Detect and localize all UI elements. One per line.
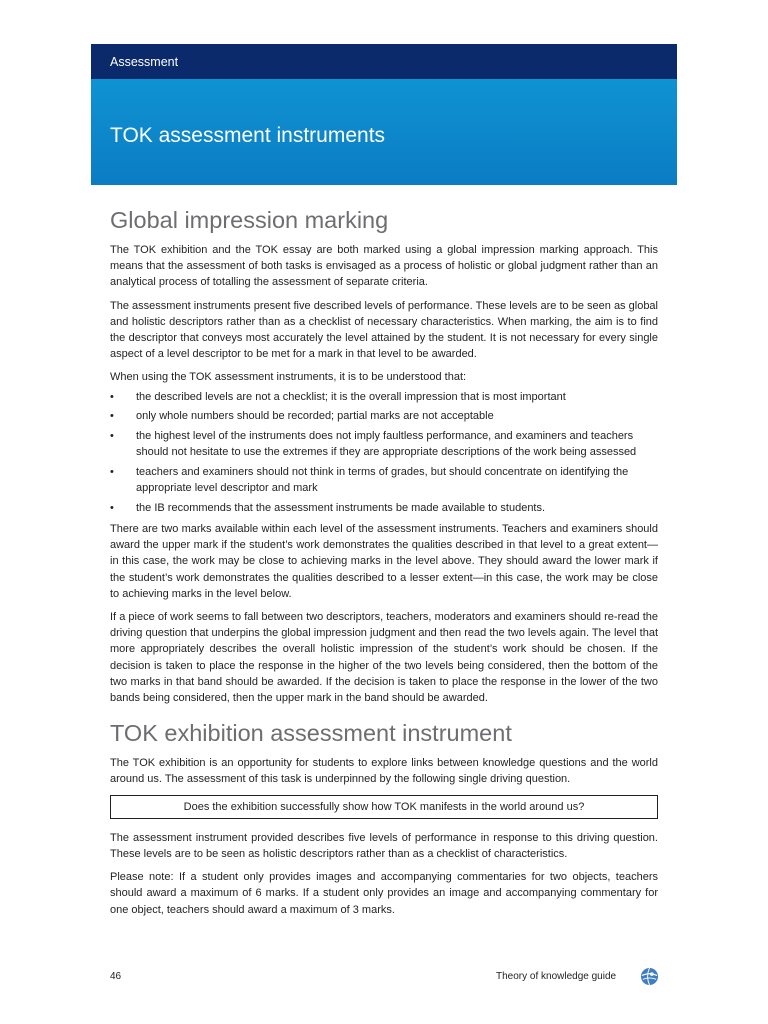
page-title: TOK assessment instruments: [110, 124, 386, 147]
paragraph: The TOK exhibition and the TOK essay are both marked using a global impression marking approach. This means that the assessment of both tasks is envisaged as a process of holistic or global judgment rather than an analytical process of totalling the assessment of separate criteria.: [110, 244, 658, 289]
paragraph: The assessment instrument provided describes five levels of performance in response to this driving question. These levels are to be seen as holistic descriptors rather than as a checklist of characteristics.: [110, 831, 658, 860]
list-item: [110, 428, 658, 460]
list-item: [110, 408, 658, 424]
bullet-icon: •: [110, 430, 114, 443]
ib-globe-logo-icon: [640, 967, 659, 986]
list-item: [110, 389, 658, 405]
page-number: 46: [110, 971, 122, 982]
bullet-icon: •: [110, 465, 114, 478]
bullet-icon: •: [110, 410, 114, 423]
paragraph: If a piece of work seems to fall between two descriptors, teachers, moderators and examiners should re-read the driving question that underpins the global impression judgment and then read the two levels again. The level that more appropriately describes the overall holistic impression of the student’s work should be chosen. If the decision is taken to place the response in the higher of the two levels being considered, then the bottom of the two marks in that band should be awarded. If the decision is taken to place the response in the lower of the two bands being considered, then the upper mark in the band should be awarded.: [110, 611, 658, 705]
heading-global-impression: Global impression marking: [110, 207, 389, 233]
paragraph: When using the TOK assessment instruments, it is to be understood that:: [110, 371, 467, 384]
paragraph: There are two marks available within each level of the assessment instruments. Teachers and examiners should award the upper mark if the student’s work demonstrates the qualities described in that level to a great extent—in this case, the work may be close to achieving marks in the level above. They should award the lower mark if the student’s work demonstrates the qualities described to a lesser extent—in this case, the work may be close to achieving marks in the level below.: [110, 523, 658, 600]
bullet-icon: •: [110, 501, 114, 514]
list-item-text: the described levels are not a checklist; it is the overall impression that is most important: [136, 390, 566, 403]
paragraph: Please note: If a student only provides images and accompanying commentaries for two objects, teachers should award a maximum of 6 marks. If a student only provides an image and accompanying commentary for one object, teachers should award a maximum of 3 marks.: [110, 871, 658, 916]
driving-question-box: Does the exhibition successfully show how TOK manifests in the world around us?: [110, 795, 658, 819]
list-item-text: the highest level of the instruments does not imply faultless performance, and examiners and teachers should not hesitate to use the extremes if they are appropriate descriptions of the work being assessed: [136, 430, 637, 459]
list-item-text: the IB recommends that the assessment instruments be made available to students.: [136, 501, 546, 514]
section-label: Assessment: [110, 55, 179, 69]
list-item: [110, 500, 658, 516]
main-content: [110, 205, 658, 925]
list-item: [110, 464, 658, 496]
guide-title: Theory of knowledge guide: [496, 971, 617, 982]
list-item-text: only whole numbers should be recorded; partial marks are not acceptable: [136, 410, 494, 423]
bullet-list: [110, 389, 658, 516]
paragraph: The assessment instruments present five described levels of performance. These levels are to be seen as global and holistic descriptors rather than as a checklist of necessary characteristics. When marking, the aim is to find the descriptor that conveys most accurately the level attained by the student. It is not necessary for every single aspect of a level descriptor to be met for a mark in that level to be awarded.: [110, 299, 658, 361]
section-header-bar: [91, 44, 677, 79]
heading-exhibition-instrument: TOK exhibition assessment instrument: [110, 720, 512, 747]
list-item-text: teachers and examiners should not think in terms of grades, but should concentrate on identifying the appropriate level descriptor and mark: [136, 465, 629, 495]
title-banner: [91, 79, 677, 185]
paragraph: The TOK exhibition is an opportunity for students to explore links between knowledge questions and the world around us. The assessment of this task is underpinned by the following single driving question.: [110, 757, 658, 786]
bullet-icon: •: [110, 390, 114, 403]
